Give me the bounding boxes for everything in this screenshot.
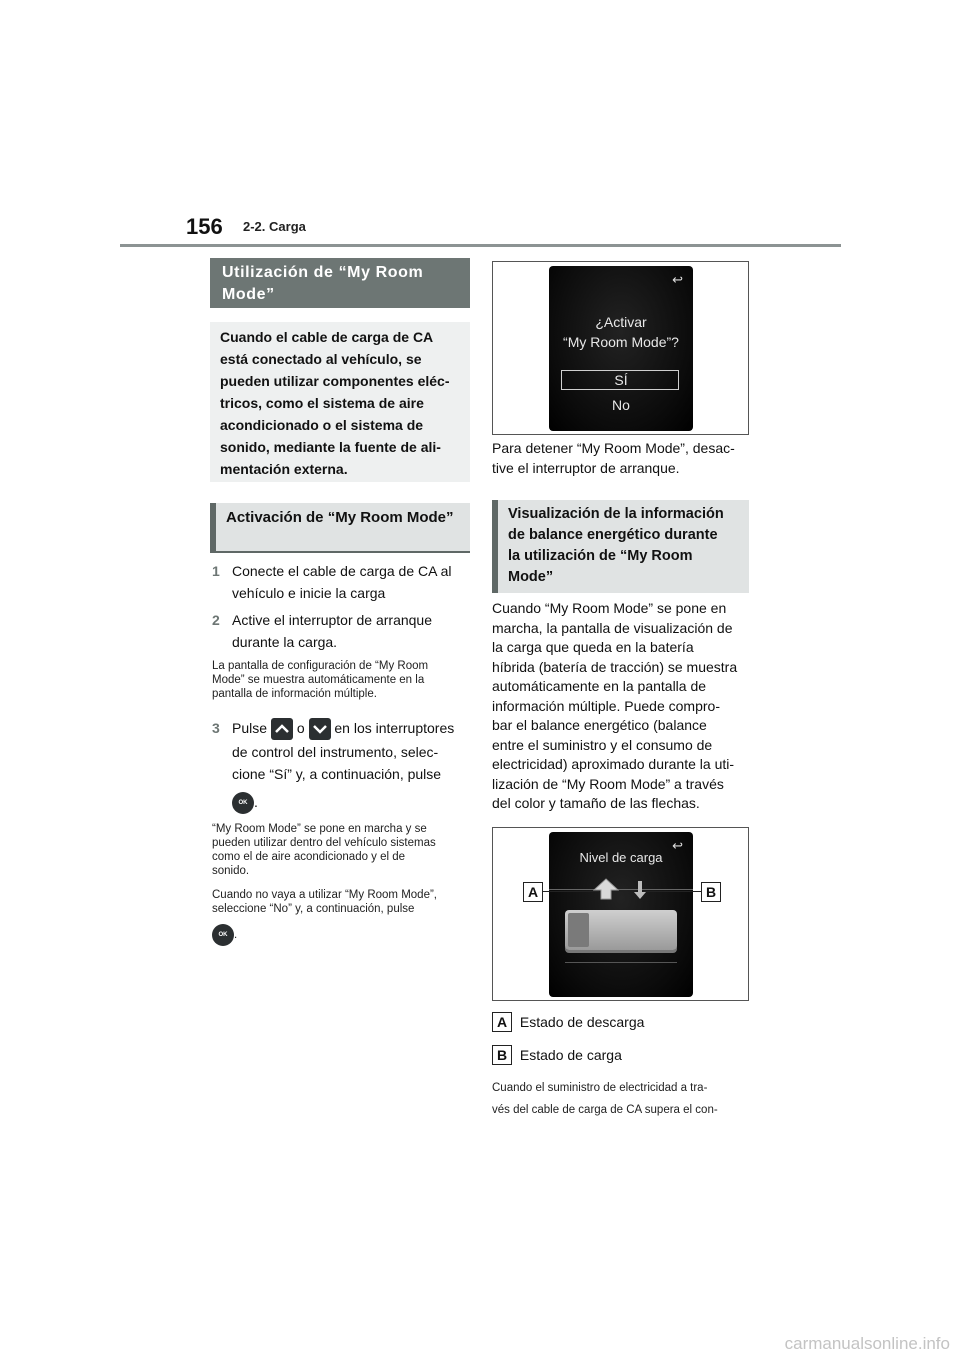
para-line: tive el interruptor de arranque. (492, 459, 680, 476)
note-line: Cuando no vaya a utilizar “My Room Mode”, (212, 889, 437, 901)
callout-b-line (643, 891, 701, 892)
intro-line: pueden utilizar componentes eléc- (220, 373, 450, 389)
para-line: lización de “My Room Mode” a través (492, 775, 724, 792)
watermark: carmanualsonline.info (784, 1334, 950, 1353)
para-detener (492, 439, 752, 478)
intro-line: sonido, mediante la fuente de ali- (220, 439, 441, 455)
para-line: la carga que queda en la batería (492, 639, 694, 655)
multi-info-display (549, 832, 693, 997)
note-configuracion (212, 659, 472, 701)
option-no: No (612, 397, 630, 413)
step-number: 2 (212, 612, 220, 628)
para-line: bar el balance energético (balance (492, 717, 707, 733)
intro-line: tricos, como el sistema de aire (220, 395, 424, 411)
note-line: Cuando el suministro de electricidad a tra- (492, 1082, 708, 1094)
note-marcha (212, 822, 472, 878)
ok-button-icon: OK (232, 792, 254, 814)
chevron-up-icon (271, 718, 293, 740)
ok-button-icon: OK (212, 924, 234, 946)
section-heading-activacion (210, 503, 470, 553)
para-line: marcha, la pantalla de visualización de (492, 619, 733, 636)
para-line: electricidad) aproximado durante la uti- (492, 756, 735, 772)
step-text: o (296, 720, 305, 736)
discharge-arrow-icon (593, 878, 619, 900)
step-2 (212, 609, 472, 653)
intro-line: mentación externa. (220, 461, 348, 477)
para-line: Cuando “My Room Mode” se pone en (492, 600, 727, 616)
intro-box (210, 322, 470, 482)
section-heading-utilizacion (210, 258, 470, 308)
figure-nivel-de-carga (492, 827, 749, 1001)
page-number: 156 (186, 214, 223, 239)
flow-line (549, 889, 693, 890)
legend-tag: A (492, 1012, 512, 1032)
chevron-down-icon (309, 718, 331, 740)
step-text: . (254, 794, 258, 810)
heading-line: Mode” (508, 569, 554, 585)
para-line: información múltiple. Puede compro- (492, 697, 720, 714)
note-line: vés del cable de carga de CA supera el con- (492, 1104, 718, 1116)
prompt-line: ¿Activar (595, 314, 647, 330)
intro-line: está conectado al vehículo, se (220, 351, 422, 367)
step-line: durante la carga. (232, 634, 338, 650)
note-suministro (492, 1077, 754, 1121)
note-line: como el de aire acondicionado y el de (212, 851, 406, 863)
note-line: “My Room Mode” se pone en marcha y se (212, 823, 427, 835)
step-line: Conecte el cable de carga de CA al (232, 563, 452, 579)
note-line: Mode” se muestra automáticamente en la (212, 674, 425, 686)
legend-item-a (492, 1012, 644, 1032)
heading-line: la utilización de “My Room (508, 548, 693, 564)
step-number: 1 (212, 563, 220, 579)
multi-info-display (549, 266, 693, 431)
screen-title: Nivel de carga (579, 850, 663, 865)
section-heading-visualizacion (492, 500, 749, 593)
heading-text: Activación de “My Room Mode” (226, 509, 454, 526)
para-balance (492, 599, 754, 814)
battery-gauge (565, 910, 677, 950)
note-line: seleccione “No” y, a continuación, pulse (212, 903, 415, 915)
section-reference: 2-2. Carga (243, 219, 306, 234)
intro-line: Cuando el cable de carga de CA (220, 329, 434, 345)
charge-arrow-icon (633, 880, 647, 900)
battery-scale (565, 958, 677, 963)
battery-fill (568, 913, 589, 947)
step-text: en los interruptores (334, 720, 455, 736)
legend-text: Estado de descarga (519, 1014, 645, 1030)
figure-activar-screen (492, 261, 749, 435)
note-line: La pantalla de configuración de “My Room (212, 660, 429, 672)
para-line: del color y tamaño de las flechas. (492, 795, 700, 811)
para-line: entre el suministro y el consumo de (492, 736, 713, 753)
step-number: 3 (212, 720, 220, 736)
note-text: . (234, 929, 238, 942)
step-text: Pulse (232, 720, 268, 736)
back-icon: ↩ (672, 838, 683, 853)
note-no-utilizar (212, 888, 472, 946)
para-line: Para detener “My Room Mode”, desac- (492, 440, 735, 456)
callout-a-line (543, 891, 599, 892)
callout-b: B (701, 882, 721, 902)
para-line: híbrida (batería de tracción) se muestra (492, 658, 738, 675)
legend-text: Estado de carga (519, 1047, 622, 1063)
heading-line: Visualización de la información (508, 506, 724, 522)
callout-a: A (523, 882, 543, 902)
back-icon: ↩ (672, 272, 683, 287)
note-line: pantalla de información múltiple. (212, 688, 377, 700)
header-divider (120, 244, 841, 247)
prompt-line: “My Room Mode”? (563, 334, 679, 350)
para-line: automáticamente en la pantalla de (492, 678, 707, 694)
step-line: cione “Sí” y, a continuación, pulse (232, 766, 442, 782)
step-1 (212, 560, 472, 604)
step-line: vehículo e inicie la carga (232, 585, 386, 601)
legend-item-b (492, 1045, 622, 1065)
legend-tag: B (492, 1045, 512, 1065)
note-line: pueden utilizar dentro del vehículo sistemas (212, 837, 436, 849)
step-3 (212, 717, 472, 814)
note-line: sonido. (212, 865, 250, 877)
heading-text: Utilización de “My Room Mode” (222, 264, 424, 303)
step-line: de control del instrumento, selec- (232, 744, 439, 760)
heading-line: de balance energético durante (508, 527, 718, 543)
step-line: Active el interruptor de arranque (232, 612, 432, 628)
option-yes: SÍ (614, 372, 628, 388)
intro-line: acondicionado o el sistema de (220, 417, 424, 433)
